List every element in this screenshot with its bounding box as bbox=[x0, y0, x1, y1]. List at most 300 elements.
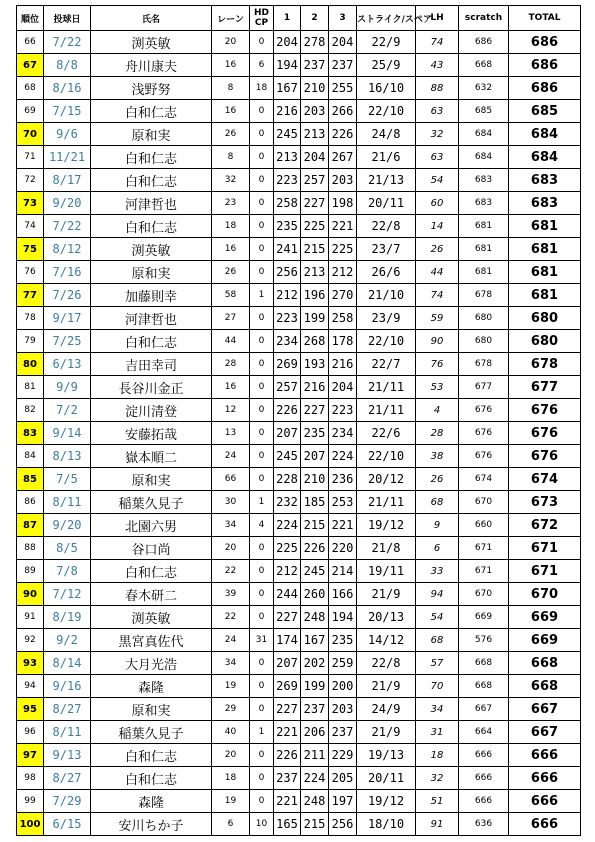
game-3-cell: 198 bbox=[329, 192, 357, 215]
game-2-cell: 227 bbox=[301, 192, 329, 215]
game-1-cell: 167 bbox=[274, 77, 301, 100]
lane-cell: 44 bbox=[212, 330, 250, 353]
scratch-cell: 683 bbox=[459, 192, 509, 215]
hdcp-cell: 1 bbox=[250, 284, 274, 307]
game-3-cell: 221 bbox=[329, 514, 357, 537]
hdcp-cell: 0 bbox=[250, 445, 274, 468]
strike-spare-cell: 20/11 bbox=[357, 192, 416, 215]
hdcp-cell: 0 bbox=[250, 698, 274, 721]
header-strike-spare: ストライク/スペア bbox=[357, 6, 416, 31]
game-3-cell: 236 bbox=[329, 468, 357, 491]
table-row bbox=[17, 813, 581, 836]
lane-cell: 23 bbox=[212, 192, 250, 215]
scratch-cell: 668 bbox=[459, 652, 509, 675]
total-cell: 667 bbox=[509, 721, 581, 744]
strike-spare-cell: 22/7 bbox=[357, 353, 416, 376]
table-row bbox=[17, 399, 581, 422]
hdcp-cell: 0 bbox=[250, 652, 274, 675]
game-3-cell: 270 bbox=[329, 284, 357, 307]
scratch-cell: 671 bbox=[459, 537, 509, 560]
hdcp-cell: 0 bbox=[250, 560, 274, 583]
scratch-cell: 664 bbox=[459, 721, 509, 744]
hdcp-cell: 0 bbox=[250, 790, 274, 813]
lane-cell: 20 bbox=[212, 744, 250, 767]
strike-spare-cell: 22/8 bbox=[357, 215, 416, 238]
name-cell: 原和実 bbox=[91, 261, 212, 284]
game-2-cell: 215 bbox=[301, 813, 329, 836]
game-3-cell: 226 bbox=[329, 123, 357, 146]
strike-spare-cell: 22/9 bbox=[357, 31, 416, 54]
table-row bbox=[17, 744, 581, 767]
name-cell: 原和実 bbox=[91, 698, 212, 721]
lh-cell: 6 bbox=[416, 537, 459, 560]
game-1-cell: 212 bbox=[274, 560, 301, 583]
hdcp-cell: 10 bbox=[250, 813, 274, 836]
date-cell: 7/8 bbox=[44, 560, 91, 583]
game-2-cell: 260 bbox=[301, 583, 329, 606]
total-cell: 667 bbox=[509, 698, 581, 721]
header-game-3: 3 bbox=[329, 6, 357, 31]
scratch-cell: 676 bbox=[459, 422, 509, 445]
name-cell: 河津哲也 bbox=[91, 307, 212, 330]
hdcp-cell: 0 bbox=[250, 606, 274, 629]
table-row bbox=[17, 445, 581, 468]
lh-cell: 91 bbox=[416, 813, 459, 836]
strike-spare-cell: 22/10 bbox=[357, 100, 416, 123]
rank-cell: 79 bbox=[17, 330, 44, 353]
lane-cell: 40 bbox=[212, 721, 250, 744]
table-row bbox=[17, 284, 581, 307]
name-cell: 浅野努 bbox=[91, 77, 212, 100]
name-cell: 森隆 bbox=[91, 675, 212, 698]
scratch-cell: 677 bbox=[459, 376, 509, 399]
lane-cell: 24 bbox=[212, 629, 250, 652]
strike-spare-cell: 19/13 bbox=[357, 744, 416, 767]
name-cell: 大月光浩 bbox=[91, 652, 212, 675]
rank-cell: 82 bbox=[17, 399, 44, 422]
date-cell: 8/27 bbox=[44, 698, 91, 721]
name-cell: 白和仁志 bbox=[91, 744, 212, 767]
lane-cell: 39 bbox=[212, 583, 250, 606]
rank-cell: 85 bbox=[17, 468, 44, 491]
scratch-cell: 666 bbox=[459, 790, 509, 813]
table-row bbox=[17, 54, 581, 77]
game-1-cell: 194 bbox=[274, 54, 301, 77]
strike-spare-cell: 19/11 bbox=[357, 560, 416, 583]
game-1-cell: 256 bbox=[274, 261, 301, 284]
rank-cell: 86 bbox=[17, 491, 44, 514]
date-cell: 8/19 bbox=[44, 606, 91, 629]
total-cell: 668 bbox=[509, 652, 581, 675]
hdcp-cell: 0 bbox=[250, 238, 274, 261]
table-row bbox=[17, 698, 581, 721]
hdcp-cell: 0 bbox=[250, 353, 274, 376]
lh-cell: 34 bbox=[416, 698, 459, 721]
rank-cell: 75 bbox=[17, 238, 44, 261]
date-cell: 6/13 bbox=[44, 353, 91, 376]
game-3-cell: 258 bbox=[329, 307, 357, 330]
strike-spare-cell: 23/7 bbox=[357, 238, 416, 261]
lh-cell: 18 bbox=[416, 744, 459, 767]
game-3-cell: 237 bbox=[329, 721, 357, 744]
total-cell: 666 bbox=[509, 813, 581, 836]
header-name: 氏名 bbox=[91, 6, 212, 31]
date-cell: 9/17 bbox=[44, 307, 91, 330]
scratch-cell: 674 bbox=[459, 468, 509, 491]
table-row bbox=[17, 514, 581, 537]
game-3-cell: 237 bbox=[329, 54, 357, 77]
strike-spare-cell: 24/9 bbox=[357, 698, 416, 721]
rank-cell: 89 bbox=[17, 560, 44, 583]
hdcp-cell: 0 bbox=[250, 31, 274, 54]
hdcp-cell: 0 bbox=[250, 123, 274, 146]
game-1-cell: 237 bbox=[274, 767, 301, 790]
total-cell: 666 bbox=[509, 790, 581, 813]
date-cell: 9/6 bbox=[44, 123, 91, 146]
total-cell: 666 bbox=[509, 767, 581, 790]
table-row bbox=[17, 353, 581, 376]
game-1-cell: 223 bbox=[274, 169, 301, 192]
total-cell: 674 bbox=[509, 468, 581, 491]
hdcp-cell: 4 bbox=[250, 514, 274, 537]
total-cell: 669 bbox=[509, 606, 581, 629]
lh-cell: 43 bbox=[416, 54, 459, 77]
lane-cell: 6 bbox=[212, 813, 250, 836]
scratch-cell: 636 bbox=[459, 813, 509, 836]
name-cell: 稲葉久見子 bbox=[91, 491, 212, 514]
header-hdcp bbox=[250, 6, 274, 31]
name-cell: 稲葉久見子 bbox=[91, 721, 212, 744]
name-cell: 白和仁志 bbox=[91, 215, 212, 238]
lane-cell: 16 bbox=[212, 238, 250, 261]
strike-spare-cell: 22/6 bbox=[357, 422, 416, 445]
game-3-cell: 229 bbox=[329, 744, 357, 767]
table-row bbox=[17, 307, 581, 330]
rank-cell: 76 bbox=[17, 261, 44, 284]
lh-cell: 74 bbox=[416, 284, 459, 307]
hdcp-cell: 0 bbox=[250, 192, 274, 215]
lane-cell: 34 bbox=[212, 514, 250, 537]
lh-cell: 59 bbox=[416, 307, 459, 330]
lane-cell: 20 bbox=[212, 537, 250, 560]
game-1-cell: 174 bbox=[274, 629, 301, 652]
score-ranking-table bbox=[16, 5, 581, 836]
total-cell: 671 bbox=[509, 537, 581, 560]
lh-cell: 68 bbox=[416, 629, 459, 652]
game-2-cell: 199 bbox=[301, 307, 329, 330]
lh-cell: 70 bbox=[416, 675, 459, 698]
scratch-cell: 668 bbox=[459, 54, 509, 77]
game-2-cell: 237 bbox=[301, 54, 329, 77]
hdcp-cell: 0 bbox=[250, 399, 274, 422]
lane-cell: 19 bbox=[212, 675, 250, 698]
total-cell: 681 bbox=[509, 238, 581, 261]
name-cell: 淀川清登 bbox=[91, 399, 212, 422]
game-2-cell: 268 bbox=[301, 330, 329, 353]
hdcp-cell: 0 bbox=[250, 146, 274, 169]
game-2-cell: 224 bbox=[301, 767, 329, 790]
game-3-cell: 214 bbox=[329, 560, 357, 583]
rank-cell: 74 bbox=[17, 215, 44, 238]
lh-cell: 53 bbox=[416, 376, 459, 399]
lh-cell: 68 bbox=[416, 491, 459, 514]
strike-spare-cell: 22/10 bbox=[357, 330, 416, 353]
game-3-cell: 223 bbox=[329, 399, 357, 422]
total-cell: 671 bbox=[509, 560, 581, 583]
hdcp-cell: 0 bbox=[250, 537, 274, 560]
total-cell: 681 bbox=[509, 215, 581, 238]
table-row bbox=[17, 629, 581, 652]
table-row bbox=[17, 31, 581, 54]
table-body bbox=[17, 31, 581, 836]
date-cell: 9/14 bbox=[44, 422, 91, 445]
scratch-cell: 676 bbox=[459, 399, 509, 422]
name-cell: 河津哲也 bbox=[91, 192, 212, 215]
date-cell: 7/26 bbox=[44, 284, 91, 307]
header-rank: 順位 bbox=[17, 6, 44, 31]
hdcp-cell: 6 bbox=[250, 54, 274, 77]
hdcp-cell: 0 bbox=[250, 169, 274, 192]
scratch-cell: 684 bbox=[459, 123, 509, 146]
hdcp-cell: 0 bbox=[250, 376, 274, 399]
date-cell: 7/15 bbox=[44, 100, 91, 123]
scratch-cell: 676 bbox=[459, 445, 509, 468]
header-lh: LH bbox=[416, 6, 459, 31]
hdcp-cell: 1 bbox=[250, 491, 274, 514]
game-2-cell: 203 bbox=[301, 100, 329, 123]
scratch-cell: 678 bbox=[459, 353, 509, 376]
name-cell: 加藤則幸 bbox=[91, 284, 212, 307]
table-row bbox=[17, 100, 581, 123]
name-cell: 白和仁志 bbox=[91, 560, 212, 583]
game-3-cell: 221 bbox=[329, 215, 357, 238]
date-cell: 7/16 bbox=[44, 261, 91, 284]
lh-cell: 26 bbox=[416, 468, 459, 491]
hdcp-cell: 0 bbox=[250, 261, 274, 284]
table-row bbox=[17, 491, 581, 514]
lh-cell: 44 bbox=[416, 261, 459, 284]
strike-spare-cell: 26/6 bbox=[357, 261, 416, 284]
scratch-cell: 667 bbox=[459, 698, 509, 721]
game-3-cell: 259 bbox=[329, 652, 357, 675]
rank-cell: 70 bbox=[17, 123, 44, 146]
strike-spare-cell: 21/10 bbox=[357, 284, 416, 307]
lane-cell: 58 bbox=[212, 284, 250, 307]
total-cell: 681 bbox=[509, 261, 581, 284]
game-2-cell: 210 bbox=[301, 77, 329, 100]
table-row bbox=[17, 675, 581, 698]
date-cell: 8/11 bbox=[44, 491, 91, 514]
scratch-cell: 632 bbox=[459, 77, 509, 100]
name-cell: 嶽本順二 bbox=[91, 445, 212, 468]
rank-cell: 77 bbox=[17, 284, 44, 307]
table-row bbox=[17, 192, 581, 215]
game-3-cell: 212 bbox=[329, 261, 357, 284]
date-cell: 7/22 bbox=[44, 215, 91, 238]
date-cell: 7/5 bbox=[44, 468, 91, 491]
game-2-cell: 196 bbox=[301, 284, 329, 307]
lh-cell: 4 bbox=[416, 399, 459, 422]
game-2-cell: 248 bbox=[301, 606, 329, 629]
rank-cell: 68 bbox=[17, 77, 44, 100]
game-1-cell: 269 bbox=[274, 675, 301, 698]
date-cell: 9/16 bbox=[44, 675, 91, 698]
hdcp-cell: 0 bbox=[250, 675, 274, 698]
scratch-cell: 681 bbox=[459, 215, 509, 238]
lh-cell: 88 bbox=[416, 77, 459, 100]
strike-spare-cell: 21/13 bbox=[357, 169, 416, 192]
rank-cell: 94 bbox=[17, 675, 44, 698]
game-1-cell: 257 bbox=[274, 376, 301, 399]
header-hdcp-bottom: CP bbox=[254, 18, 269, 28]
rank-cell: 84 bbox=[17, 445, 44, 468]
name-cell: 白和仁志 bbox=[91, 146, 212, 169]
strike-spare-cell: 21/11 bbox=[357, 491, 416, 514]
strike-spare-cell: 25/9 bbox=[357, 54, 416, 77]
game-1-cell: 269 bbox=[274, 353, 301, 376]
lane-cell: 32 bbox=[212, 169, 250, 192]
scratch-cell: 680 bbox=[459, 330, 509, 353]
total-cell: 685 bbox=[509, 100, 581, 123]
date-cell: 9/13 bbox=[44, 744, 91, 767]
rank-cell: 92 bbox=[17, 629, 44, 652]
table-row bbox=[17, 77, 581, 100]
lh-cell: 51 bbox=[416, 790, 459, 813]
game-3-cell: 266 bbox=[329, 100, 357, 123]
total-cell: 686 bbox=[509, 31, 581, 54]
lh-cell: 74 bbox=[416, 31, 459, 54]
strike-spare-cell: 21/9 bbox=[357, 721, 416, 744]
rank-cell: 66 bbox=[17, 31, 44, 54]
header-game-1: 1 bbox=[274, 6, 301, 31]
lane-cell: 19 bbox=[212, 790, 250, 813]
scratch-cell: 681 bbox=[459, 238, 509, 261]
name-cell: 黒宮真佐代 bbox=[91, 629, 212, 652]
table-row bbox=[17, 652, 581, 675]
lane-cell: 29 bbox=[212, 698, 250, 721]
game-2-cell: 204 bbox=[301, 146, 329, 169]
lh-cell: 63 bbox=[416, 146, 459, 169]
strike-spare-cell: 21/8 bbox=[357, 537, 416, 560]
lane-cell: 26 bbox=[212, 123, 250, 146]
lh-cell: 60 bbox=[416, 192, 459, 215]
table-row bbox=[17, 468, 581, 491]
scratch-cell: 685 bbox=[459, 100, 509, 123]
rank-cell: 72 bbox=[17, 169, 44, 192]
total-cell: 678 bbox=[509, 353, 581, 376]
rank-cell: 83 bbox=[17, 422, 44, 445]
rank-cell: 67 bbox=[17, 54, 44, 77]
strike-spare-cell: 19/12 bbox=[357, 514, 416, 537]
lh-cell: 57 bbox=[416, 652, 459, 675]
game-1-cell: 221 bbox=[274, 790, 301, 813]
rank-cell: 78 bbox=[17, 307, 44, 330]
header-date: 投球日 bbox=[44, 6, 91, 31]
name-cell: 渕英敏 bbox=[91, 606, 212, 629]
table-row bbox=[17, 261, 581, 284]
scratch-cell: 670 bbox=[459, 491, 509, 514]
lane-cell: 16 bbox=[212, 376, 250, 399]
date-cell: 7/2 bbox=[44, 399, 91, 422]
game-1-cell: 204 bbox=[274, 31, 301, 54]
strike-spare-cell: 22/10 bbox=[357, 445, 416, 468]
game-2-cell: 215 bbox=[301, 238, 329, 261]
total-cell: 670 bbox=[509, 583, 581, 606]
hdcp-cell: 0 bbox=[250, 215, 274, 238]
lh-cell: 32 bbox=[416, 123, 459, 146]
rank-cell: 71 bbox=[17, 146, 44, 169]
rank-cell: 80 bbox=[17, 353, 44, 376]
game-2-cell: 225 bbox=[301, 215, 329, 238]
total-cell: 683 bbox=[509, 169, 581, 192]
lane-cell: 30 bbox=[212, 491, 250, 514]
total-cell: 676 bbox=[509, 422, 581, 445]
game-1-cell: 207 bbox=[274, 422, 301, 445]
lane-cell: 16 bbox=[212, 100, 250, 123]
scratch-cell: 683 bbox=[459, 169, 509, 192]
game-2-cell: 207 bbox=[301, 445, 329, 468]
date-cell: 7/22 bbox=[44, 31, 91, 54]
strike-spare-cell: 22/8 bbox=[357, 652, 416, 675]
hdcp-cell: 0 bbox=[250, 767, 274, 790]
lh-cell: 54 bbox=[416, 606, 459, 629]
table-row bbox=[17, 330, 581, 353]
scratch-cell: 666 bbox=[459, 744, 509, 767]
game-3-cell: 255 bbox=[329, 77, 357, 100]
hdcp-cell: 18 bbox=[250, 77, 274, 100]
game-3-cell: 216 bbox=[329, 353, 357, 376]
game-2-cell: 245 bbox=[301, 560, 329, 583]
header-scratch: scratch bbox=[459, 6, 509, 31]
date-cell: 8/13 bbox=[44, 445, 91, 468]
lh-cell: 32 bbox=[416, 767, 459, 790]
hdcp-cell: 0 bbox=[250, 100, 274, 123]
game-1-cell: 258 bbox=[274, 192, 301, 215]
total-cell: 681 bbox=[509, 284, 581, 307]
game-3-cell: 203 bbox=[329, 169, 357, 192]
scratch-cell: 684 bbox=[459, 146, 509, 169]
game-1-cell: 207 bbox=[274, 652, 301, 675]
game-1-cell: 221 bbox=[274, 721, 301, 744]
game-3-cell: 194 bbox=[329, 606, 357, 629]
lane-cell: 12 bbox=[212, 399, 250, 422]
game-2-cell: 237 bbox=[301, 698, 329, 721]
date-cell: 8/14 bbox=[44, 652, 91, 675]
game-2-cell: 278 bbox=[301, 31, 329, 54]
table-row bbox=[17, 146, 581, 169]
date-cell: 8/17 bbox=[44, 169, 91, 192]
total-cell: 680 bbox=[509, 330, 581, 353]
game-1-cell: 212 bbox=[274, 284, 301, 307]
name-cell: 白和仁志 bbox=[91, 330, 212, 353]
rank-cell: 97 bbox=[17, 744, 44, 767]
hdcp-cell: 0 bbox=[250, 468, 274, 491]
table-row bbox=[17, 606, 581, 629]
lane-cell: 34 bbox=[212, 652, 250, 675]
scratch-cell: 671 bbox=[459, 560, 509, 583]
total-cell: 672 bbox=[509, 514, 581, 537]
game-1-cell: 245 bbox=[274, 123, 301, 146]
hdcp-cell: 0 bbox=[250, 744, 274, 767]
lane-cell: 20 bbox=[212, 31, 250, 54]
game-2-cell: 235 bbox=[301, 422, 329, 445]
date-cell: 8/5 bbox=[44, 537, 91, 560]
strike-spare-cell: 24/8 bbox=[357, 123, 416, 146]
game-2-cell: 215 bbox=[301, 514, 329, 537]
lh-cell: 63 bbox=[416, 100, 459, 123]
lh-cell: 14 bbox=[416, 215, 459, 238]
game-1-cell: 232 bbox=[274, 491, 301, 514]
